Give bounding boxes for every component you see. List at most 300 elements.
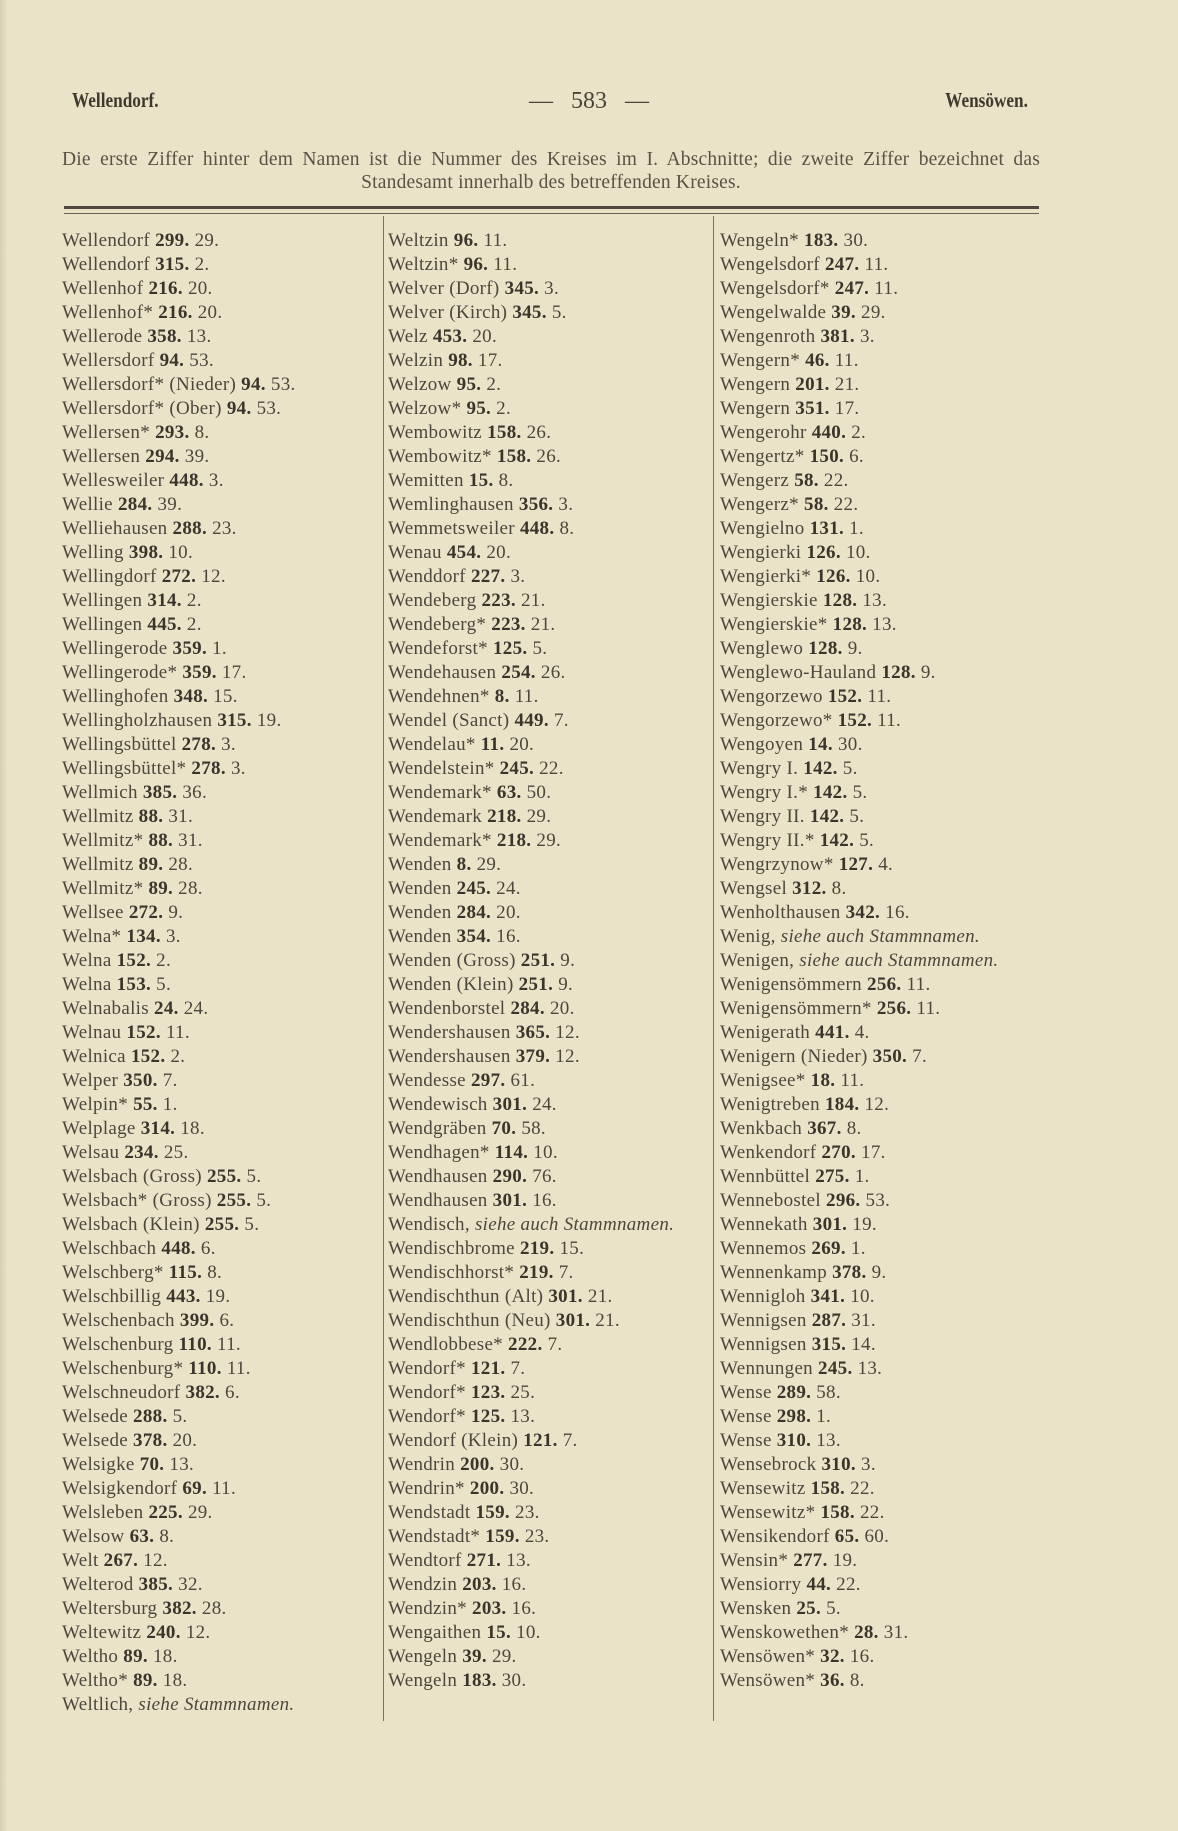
registry-office-number: 11. (514, 686, 539, 707)
registry-office-number: 3. (165, 926, 181, 947)
district-number: 94. (226, 398, 252, 419)
place-name: Welschenburg* (62, 1358, 184, 1379)
place-name: Wendrin* (388, 1478, 465, 1499)
registry-office-number: 7. (912, 1046, 928, 1067)
registry-office-number: 17. (221, 662, 247, 683)
see-also-note: siehe Stammnamen. (138, 1694, 295, 1715)
place-name: Wengsel (720, 878, 788, 899)
district-number: 95. (466, 398, 492, 419)
district-number: 271. (466, 1550, 502, 1571)
place-name: Wendischthun (Alt) (388, 1286, 544, 1307)
registry-office-number: 53. (189, 350, 214, 371)
district-number: 114. (494, 1142, 529, 1163)
page-edge-shadow (0, 0, 8, 1831)
index-entry (62, 493, 382, 517)
district-number: 288. (172, 518, 207, 539)
registry-office-number: 5. (859, 830, 875, 851)
registry-office-number: 2. (486, 374, 502, 395)
place-name: Wendhausen (388, 1166, 488, 1187)
registry-office-number: 8. (207, 1262, 223, 1283)
place-name: Wengerz* (720, 494, 799, 515)
registry-office-number: 20. (197, 302, 223, 323)
place-name: Welsigke (62, 1454, 135, 1475)
index-entry (62, 901, 382, 925)
registry-office-number: 36. (182, 782, 208, 803)
registry-office-number: 12. (185, 1622, 211, 1643)
place-name: Welsbach (Klein) (62, 1214, 200, 1235)
registry-office-number: 5. (852, 782, 868, 803)
index-entry (388, 1525, 708, 1549)
place-name: Wendlobbese* (388, 1334, 503, 1355)
index-entry (388, 349, 708, 373)
index-entry (720, 1261, 1035, 1285)
index-entry (388, 901, 708, 925)
place-name: Weltlich, (62, 1694, 134, 1715)
index-entry (62, 1141, 382, 1165)
index-entry (62, 1477, 382, 1501)
registry-office-number: 18. (162, 1670, 188, 1691)
index-entry (720, 421, 1035, 445)
registry-office-number: 13. (872, 614, 897, 635)
index-entry (62, 397, 382, 421)
registry-office-number: 16. (532, 1190, 557, 1211)
index-entry (62, 613, 382, 637)
district-number: 142. (819, 830, 855, 851)
index-entry (62, 853, 382, 877)
place-name: Wenskowethen* (720, 1622, 850, 1643)
page-number-value: 583 (571, 88, 607, 114)
registry-office-number: 20. (549, 998, 575, 1019)
district-number: 385. (138, 1574, 174, 1595)
registry-office-number: 15. (559, 1238, 585, 1259)
registry-office-number: 13. (169, 1454, 195, 1475)
district-number: 158. (487, 422, 522, 443)
place-name: Wellingerode* (62, 662, 178, 683)
registry-office-number: 11. (834, 350, 859, 371)
index-entry (62, 589, 382, 613)
place-name: Wellersdorf* (Nieder) (62, 374, 237, 395)
index-entry (720, 541, 1035, 565)
registry-office-number: 17. (861, 1142, 886, 1163)
district-number: 63. (129, 1526, 155, 1547)
place-name: Wellingsbüttel* (62, 758, 187, 779)
place-name: Wendelau* (388, 734, 476, 755)
registry-office-number: 31. (851, 1310, 876, 1331)
district-number: 94. (159, 350, 185, 371)
index-entry (62, 973, 382, 997)
index-entry (720, 469, 1035, 493)
place-name: Wendeforst* (388, 638, 488, 659)
index-entry (388, 781, 708, 805)
place-name: Welsbach (Gross) (62, 1166, 202, 1187)
district-number: 378. (832, 1262, 867, 1283)
district-number: 152. (116, 950, 152, 971)
district-number: 345. (504, 278, 540, 299)
district-number: 315. (811, 1334, 847, 1355)
district-number: 219. (519, 1238, 555, 1259)
place-name: Wengelsdorf (720, 254, 820, 275)
district-number: 63. (496, 782, 522, 803)
place-name: Wendorf (Klein) (388, 1430, 519, 1451)
index-entry (388, 589, 708, 613)
registry-office-number: 1. (849, 518, 864, 539)
district-number: 121. (470, 1358, 506, 1379)
registry-office-number: 12. (555, 1022, 580, 1043)
index-entry (388, 805, 708, 829)
registry-office-number: 19. (832, 1550, 858, 1571)
registry-office-number: 5. (172, 1406, 188, 1427)
index-entry (720, 805, 1035, 829)
index-entry (62, 469, 382, 493)
registry-office-number: 6. (849, 446, 864, 467)
district-number: 301. (555, 1310, 591, 1331)
index-entry (62, 349, 382, 373)
district-number: 301. (812, 1214, 848, 1235)
registry-office-number: 9. (558, 974, 574, 995)
index-entry (62, 661, 382, 685)
index-entry (62, 997, 382, 1021)
index-entry (388, 397, 708, 421)
district-number: 110. (188, 1358, 222, 1379)
place-name: Wendemark* (388, 782, 492, 803)
index-entry (388, 541, 708, 565)
index-entry (62, 1261, 382, 1285)
place-name: Wembowitz (388, 422, 483, 443)
district-number: 127. (838, 854, 874, 875)
place-name: Wendorf* (388, 1382, 466, 1403)
place-name: Welzow (388, 374, 452, 395)
registry-office-number: 29. (187, 1502, 213, 1523)
index-entry (62, 637, 382, 661)
registry-office-number: 13. (862, 590, 888, 611)
index-entry (62, 277, 382, 301)
index-entry (720, 1429, 1035, 1453)
registry-office-number: 21. (595, 1310, 620, 1331)
registry-office-number: 53. (270, 374, 296, 395)
district-number: 24. (154, 998, 179, 1019)
header-rule-thin (64, 213, 1039, 214)
registry-office-number: 6. (219, 1310, 235, 1331)
registry-office-number: 20. (509, 734, 535, 755)
district-number: 385. (142, 782, 178, 803)
district-number: 152. (130, 1046, 166, 1067)
see-also-note: siehe auch Stammnamen. (799, 950, 999, 971)
index-entry (720, 277, 1035, 301)
registry-office-number: 7. (558, 1262, 574, 1283)
see-also-note: siehe auch Stammnamen. (474, 1214, 675, 1235)
place-name: Wenglewo (720, 638, 804, 659)
registry-office-number: 18. (152, 1646, 178, 1667)
index-entry (720, 253, 1035, 277)
district-number: 310. (776, 1430, 812, 1451)
place-name: Welschbillig (62, 1286, 162, 1307)
index-entry (720, 1597, 1035, 1621)
district-number: 247. (824, 254, 860, 275)
district-number: 11. (480, 734, 505, 755)
place-name: Wengertz* (720, 446, 805, 467)
district-number: 69. (182, 1478, 208, 1499)
registry-office-number: 11. (226, 1358, 251, 1379)
district-number: 351. (795, 398, 830, 419)
index-entry (388, 253, 708, 277)
registry-office-number: 58. (816, 1382, 841, 1403)
place-name: Wengern (720, 374, 791, 395)
index-entry (720, 325, 1035, 349)
registry-office-number: 50. (526, 782, 552, 803)
index-entry (388, 1381, 708, 1405)
place-name: Wenau (388, 542, 442, 563)
index-entry (388, 565, 708, 589)
district-number: 128. (832, 614, 868, 635)
index-entry (62, 877, 382, 901)
index-entry (388, 445, 708, 469)
place-name: Wengorzewo (720, 686, 823, 707)
index-entry (720, 301, 1035, 325)
column-divider (383, 216, 384, 1721)
registry-office-number: 10. (845, 542, 871, 563)
district-number: 158. (820, 1502, 855, 1523)
header-first-entry: Wellendorf. (72, 88, 159, 112)
district-number: 88. (138, 806, 164, 827)
district-number: 345. (512, 302, 547, 323)
district-number: 216. (148, 278, 183, 299)
registry-office-number: 5. (551, 302, 567, 323)
index-entry (720, 829, 1035, 853)
place-name: Welsau (62, 1142, 120, 1163)
index-entry (388, 1117, 708, 1141)
district-number: 256. (876, 998, 912, 1019)
place-name: Welt (62, 1550, 99, 1571)
registry-office-number: 26. (526, 422, 552, 443)
index-entry (720, 949, 1035, 973)
place-name: Wemlinghausen (388, 494, 514, 515)
registry-office-number: 2. (186, 590, 202, 611)
registry-office-number: 12. (143, 1550, 168, 1571)
place-name: Wendzin* (388, 1598, 467, 1619)
place-name: Weltho* (62, 1670, 129, 1691)
district-number: 121. (523, 1430, 558, 1451)
index-entry (388, 1549, 708, 1573)
place-name: Wellendorf (62, 230, 150, 251)
registry-office-number: 10. (533, 1142, 558, 1163)
index-entry (388, 229, 708, 253)
registry-office-number: 20. (172, 1430, 198, 1451)
place-name: Wendorf* (388, 1406, 466, 1427)
registry-office-number: 30. (501, 1670, 527, 1691)
index-entry (62, 949, 382, 973)
registry-office-number: 5. (849, 806, 865, 827)
registry-office-number: 7. (162, 1070, 178, 1091)
registry-office-number: 8. (194, 422, 210, 443)
index-entry (720, 1501, 1035, 1525)
registry-office-number: 18. (180, 1118, 205, 1139)
district-number: 454. (446, 542, 482, 563)
district-number: 153. (116, 974, 152, 995)
place-name: Wellmich (62, 782, 138, 803)
district-number: 152. (837, 710, 873, 731)
place-name: Wennigsen (720, 1334, 807, 1355)
district-number: 256. (867, 974, 902, 995)
place-name: Wellenhof* (62, 302, 154, 323)
district-number: 152. (126, 1022, 161, 1043)
district-number: 358. (147, 326, 182, 347)
registry-office-number: 8. (831, 878, 847, 899)
district-number: 223. (491, 614, 526, 635)
index-entry (720, 1117, 1035, 1141)
index-entry (62, 1525, 382, 1549)
district-number: 354. (456, 926, 492, 947)
district-number: 299. (155, 230, 190, 251)
place-name: Wengry II. (720, 806, 805, 827)
registry-office-number: 20. (496, 902, 521, 923)
registry-office-number: 15. (213, 686, 238, 707)
registry-office-number: 9. (168, 902, 184, 923)
index-entry (62, 541, 382, 565)
district-number: 341. (810, 1286, 846, 1307)
registry-office-number: 3. (558, 494, 574, 515)
index-entry (720, 1069, 1035, 1093)
district-number: 25. (796, 1598, 821, 1619)
registry-office-number: 29. (861, 302, 886, 323)
index-entry (62, 373, 382, 397)
index-entry (388, 1069, 708, 1093)
district-number: 218. (496, 830, 532, 851)
index-entry (720, 1549, 1035, 1573)
district-number: 267. (103, 1550, 139, 1571)
registry-office-number: 17. (834, 398, 860, 419)
place-name: Wellingdorf (62, 566, 157, 587)
registry-office-number: 22. (850, 1478, 875, 1499)
registry-office-number: 31. (883, 1622, 909, 1643)
place-name: Wensiorry (720, 1574, 802, 1595)
index-entry (62, 1693, 382, 1717)
index-entry (720, 925, 1035, 949)
place-name: Wellsee (62, 902, 124, 923)
index-entry (720, 1573, 1035, 1597)
place-name: Wenden (388, 854, 452, 875)
district-number: 225. (148, 1502, 183, 1523)
district-number: 348. (173, 686, 209, 707)
registry-office-number: 4. (878, 854, 894, 875)
place-name: Wengielno (720, 518, 805, 539)
registry-office-number: 8. (159, 1526, 175, 1547)
registry-office-number: 13. (857, 1358, 883, 1379)
place-name: Wellingen (62, 590, 143, 611)
district-number: 272. (128, 902, 164, 923)
registry-office-number: 10. (516, 1622, 541, 1643)
registry-office-number: 16. (496, 926, 521, 947)
registry-office-number: 2. (194, 254, 210, 275)
district-number: 251. (518, 974, 554, 995)
registry-office-number: 9. (847, 638, 863, 659)
registry-office-number: 13. (186, 326, 212, 347)
place-name: Wensewitz (720, 1478, 806, 1499)
place-name: Weltho (62, 1646, 119, 1667)
index-entry (62, 445, 382, 469)
registry-office-number: 30. (843, 230, 869, 251)
place-name: Wennbüttel (720, 1166, 811, 1187)
district-number: 448. (519, 518, 555, 539)
district-number: 315. (155, 254, 190, 275)
place-name: Wendemark (388, 806, 483, 827)
registry-office-number: 23. (212, 518, 237, 539)
place-name: Wengeln* (720, 230, 799, 251)
place-name: Wemitten (388, 470, 464, 491)
district-number: 269. (811, 1238, 846, 1259)
district-number: 359. (172, 638, 207, 659)
district-number: 65. (834, 1526, 860, 1547)
place-name: Welliehausen (62, 518, 168, 539)
index-entry (720, 901, 1035, 925)
registry-office-number: 76. (532, 1166, 557, 1187)
place-name: Wengelsdorf* (720, 278, 830, 299)
district-number: 70. (491, 1118, 517, 1139)
index-entry (388, 1429, 708, 1453)
place-name: Wenigsee* (720, 1070, 806, 1091)
district-number: 8. (494, 686, 510, 707)
registry-office-number: 39. (157, 494, 183, 515)
place-name: Wennigsen (720, 1310, 807, 1331)
index-entry (720, 229, 1035, 253)
place-name: Welschenbach (62, 1310, 175, 1331)
index-entry (720, 349, 1035, 373)
registry-office-number: 29. (526, 806, 552, 827)
place-name: Wennigloh (720, 1286, 806, 1307)
registry-office-number: 53. (256, 398, 282, 419)
registry-office-number: 2. (851, 422, 867, 443)
place-name: Wellenhof (62, 278, 144, 299)
index-entry (62, 253, 382, 277)
place-name: Wendewisch (388, 1094, 488, 1115)
place-name: Wellerode (62, 326, 143, 347)
registry-office-number: 16. (849, 1646, 875, 1667)
district-number: 32. (820, 1646, 845, 1667)
index-entry (720, 1285, 1035, 1309)
index-entry (62, 1093, 382, 1117)
index-entry (720, 397, 1035, 421)
index-entry (720, 1333, 1035, 1357)
registry-office-number: 21. (834, 374, 860, 395)
district-number: 58. (794, 470, 819, 491)
index-entry (62, 829, 382, 853)
index-entry (388, 301, 708, 325)
registry-office-number: 53. (865, 1190, 891, 1211)
district-number: 89. (138, 854, 164, 875)
registry-office-number: 13. (510, 1406, 536, 1427)
index-entry (62, 1309, 382, 1333)
place-name: Wellersdorf (62, 350, 155, 371)
registry-office-number: 29. (194, 230, 220, 251)
district-number: 39. (831, 302, 856, 323)
index-entry (62, 925, 382, 949)
place-name: Wengaithen (388, 1622, 482, 1643)
place-name: Wenden (388, 926, 452, 947)
district-number: 125. (470, 1406, 506, 1427)
place-name: Welpin* (62, 1094, 129, 1115)
index-entry (388, 949, 708, 973)
place-name: Wenigensömmern (720, 974, 862, 995)
district-number: 350. (872, 1046, 908, 1067)
place-name: Welna (62, 950, 112, 971)
district-number: 382. (162, 1598, 197, 1619)
district-number: 356. (518, 494, 554, 515)
place-name: Wellesweiler (62, 470, 165, 491)
district-number: 443. (166, 1286, 201, 1307)
place-name: Wengelwalde (720, 302, 827, 323)
place-name: Welsede (62, 1430, 128, 1451)
index-entry (388, 925, 708, 949)
registry-office-number: 24. (532, 1094, 557, 1115)
